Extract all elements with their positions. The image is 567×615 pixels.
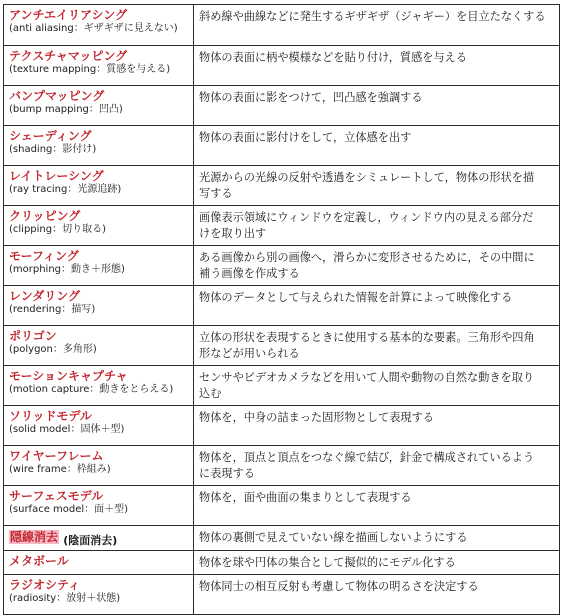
term-reading: (clipping：切り取る) — [9, 224, 107, 235]
term-name: ポリゴン — [9, 329, 57, 343]
term-cell — [4, 246, 194, 286]
term-reading: (wire frame：枠組み) — [9, 464, 111, 475]
description-cell — [194, 246, 560, 286]
description-cell — [194, 126, 560, 166]
term-name: シェーディング — [9, 129, 92, 143]
table-row — [4, 486, 560, 526]
term-reading: (motion capture：動きをとらえる) — [9, 384, 174, 395]
term-cell — [4, 446, 194, 486]
description-cell — [194, 166, 560, 206]
glossary-page — [3, 4, 563, 615]
description-cell — [194, 206, 560, 246]
term-cell — [4, 551, 194, 575]
description-line: 物体の裏側で見えていない線を描画しないようにする — [199, 531, 468, 544]
term-cell — [4, 86, 194, 126]
term-cell — [4, 166, 194, 206]
term-reading: (polygon：多角形) — [9, 344, 97, 355]
description-cell — [194, 46, 560, 86]
description-line: 物体の表面に柄や模様などを貼り付け，質感を与える — [199, 51, 468, 64]
description-cell — [194, 526, 560, 551]
term-reading: (radiosity：放射＋状態) — [9, 593, 121, 604]
term-reading: (bump mapping：凹凸) — [9, 104, 123, 115]
term-cell — [4, 486, 194, 526]
term-cell — [4, 206, 194, 246]
description-cell — [194, 551, 560, 575]
description-line: 物体同士の相互反射も考慮して物体の明るさを決定する — [199, 580, 479, 593]
description-cell — [194, 406, 560, 446]
description-line: 補う画像を作成する — [199, 267, 300, 280]
description-line: 込む — [199, 387, 222, 400]
table-row — [4, 326, 560, 366]
term-name: モーションキャプチャ — [9, 369, 128, 383]
table-row — [4, 246, 560, 286]
table-row — [4, 166, 560, 206]
description-line: 物体を，面や曲面の集まりとして表現する — [199, 491, 412, 504]
term-cell — [4, 526, 194, 551]
table-row — [4, 406, 560, 446]
term-cell — [4, 46, 194, 86]
term-cell — [4, 126, 194, 166]
description-cell — [194, 366, 560, 406]
cg-terms-table — [3, 4, 560, 615]
description-line: 物体を，頂点と頂点をつなぐ線で結び，針金で構成されているよう — [199, 451, 535, 464]
description-cell — [194, 5, 560, 46]
term-alias: (陰面消去) — [63, 534, 118, 547]
term-name: バンプマッピング — [9, 89, 105, 103]
description-line: 物体のデータとして与えられた情報を計算によって映像化する — [199, 291, 513, 304]
term-name: 隠線消去 — [9, 533, 59, 544]
term-name: テクスチャマッピング — [9, 49, 128, 63]
term-name: メタボール — [9, 554, 69, 568]
term-cell — [4, 575, 194, 615]
term-name: ワイヤーフレーム — [9, 449, 104, 463]
description-cell — [194, 286, 560, 326]
table-row — [4, 366, 560, 406]
term-name: レイトレーシング — [9, 169, 104, 183]
description-line: 光源からの光線の反射や透過をシミュレートして，物体の形状を描 — [199, 171, 535, 184]
term-cell — [4, 286, 194, 326]
table-row — [4, 126, 560, 166]
table-row — [4, 446, 560, 486]
table-row — [4, 551, 560, 575]
term-reading: (rendering：描写) — [9, 304, 96, 315]
description-line: 写する — [199, 187, 233, 200]
description-line: けを取り出す — [199, 227, 267, 240]
description-line: 物体の表面に影付けをして，立体感を出す — [199, 131, 412, 144]
description-cell — [194, 86, 560, 126]
term-reading: (surface model：面＋型) — [9, 504, 129, 515]
term-cell — [4, 326, 194, 366]
term-name: ソリッドモデル — [9, 409, 92, 423]
description-line: 物体を，中身の詰まった固形物として表現する — [199, 411, 434, 424]
term-name: クリッピング — [9, 209, 81, 223]
table-row — [4, 575, 560, 615]
description-line: 画像表示領域にウィンドウを定義し，ウィンドウ内の見える部分だ — [199, 211, 534, 224]
table-row — [4, 46, 560, 86]
term-reading: (ray tracing：光源追跡) — [9, 184, 122, 195]
description-line: 立体の形状を表現するときに使用する基本的な要素。三角形や四角 — [199, 331, 535, 344]
description-line: 斜め線や曲線などに発生するギザギザ（ジャギー）を目立たなくする — [199, 10, 546, 23]
description-cell — [194, 575, 560, 615]
term-name: サーフェスモデル — [9, 489, 104, 503]
description-line: センサやビデオカメラなどを用いて人間や動物の自然な動きを取り — [199, 371, 535, 384]
description-cell — [194, 446, 560, 486]
description-line: に表現する — [199, 467, 255, 480]
term-reading: (shading：影付け) — [9, 144, 97, 155]
term-name: モーフィング — [9, 249, 79, 263]
term-reading: (anti aliasing：ギザギザに見えない) — [9, 23, 178, 34]
description-cell — [194, 486, 560, 526]
table-row — [4, 5, 560, 46]
term-reading: (solid model：固体＋型) — [9, 424, 125, 435]
description-line: ある画像から別の画像へ，滑らかに変形させるために，その中間に — [199, 251, 535, 264]
term-cell — [4, 406, 194, 446]
term-name: ラジオシティ — [9, 578, 81, 592]
description-line: 物体を球や円体の集合として擬似的にモデル化する — [199, 556, 456, 569]
term-cell — [4, 366, 194, 406]
table-row — [4, 286, 560, 326]
description-line: 物体の表面に影をつけて，凹凸感を強調する — [199, 91, 423, 104]
table-row — [4, 526, 560, 551]
term-name: アンチエイリアシング — [9, 8, 128, 22]
table-row — [4, 206, 560, 246]
description-cell — [194, 326, 560, 366]
term-reading: (morphing：動き＋形態) — [9, 264, 125, 275]
description-line: 形などが用いられる — [199, 347, 300, 360]
term-reading: (texture mapping：質感を与える) — [9, 64, 171, 75]
term-cell — [4, 5, 194, 46]
table-row — [4, 86, 560, 126]
term-name: レンダリング — [9, 289, 80, 303]
